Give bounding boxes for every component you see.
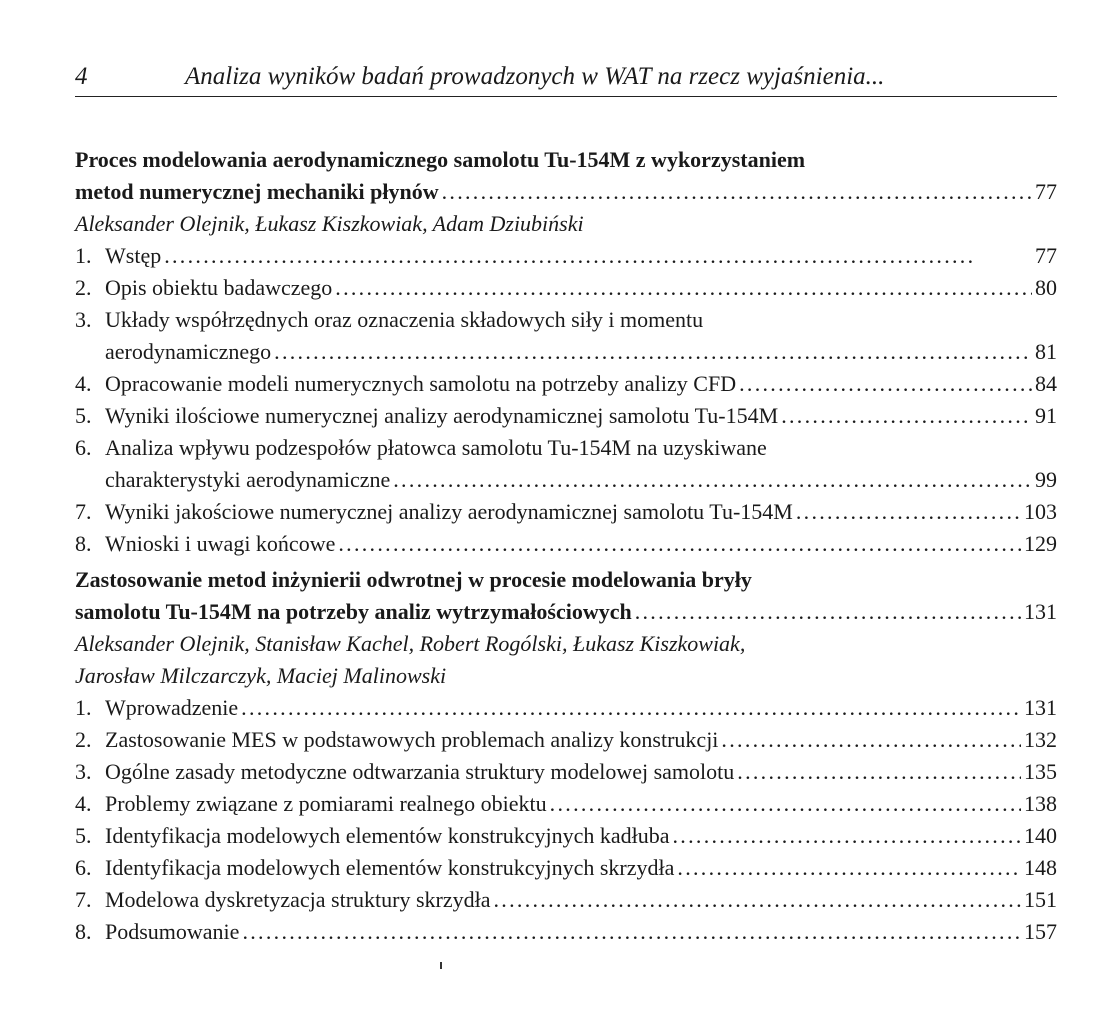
page-ref: 157: [1024, 919, 1057, 944]
page-ref: 91: [1035, 403, 1057, 428]
dot-leader: [442, 176, 1032, 208]
page-ref: 140: [1024, 823, 1057, 848]
toc-entry[interactable]: 5. Wyniki ilościowe numerycznej analizy aerodynamicznej samolotu Tu-154M . . . 91: [75, 400, 1057, 432]
toc-entry[interactable]: 1. Wstęp . . . 77: [75, 240, 1057, 272]
toc-entry[interactable]: 2. Opis obiektu badawczego . . . 80: [75, 272, 1057, 304]
page-ref: 131: [1024, 695, 1057, 720]
page-ref: 77: [1035, 179, 1057, 204]
dot-leader: [393, 464, 1032, 496]
running-header: [75, 60, 1057, 97]
toc-entry[interactable]: 6. Identyfikacja modelowych elementów konstrukcyjnych skrzydła . . . 148: [75, 852, 1057, 884]
toc-entry[interactable]: 8. Podsumowanie . . . 157: [75, 916, 1057, 948]
dot-leader: [274, 336, 1032, 368]
section-authors: Aleksander Olejnik, Łukasz Kiszkowiak, Adam Dziubiński: [75, 211, 584, 236]
page-ref: 135: [1024, 759, 1057, 784]
dot-leader: [338, 528, 1021, 560]
page-ref: 103: [1024, 499, 1057, 524]
dot-leader: [739, 368, 1032, 400]
dot-leader: [164, 240, 1032, 272]
toc-entry[interactable]: 3. Układy współrzędnych oraz oznaczenia składowych siły i momentu aerodynamicznego . . . 81: [75, 304, 1057, 368]
dot-leader: [737, 756, 1021, 788]
page-ref: 151: [1024, 887, 1057, 912]
toc-entry[interactable]: 4. Problemy związane z pomiarami realnego obiektu . . . 138: [75, 788, 1057, 820]
toc-entry[interactable]: 8. Wnioski i uwagi końcowe . . . 129: [75, 528, 1057, 560]
page-ref: 99: [1035, 467, 1057, 492]
toc-entry[interactable]: 4. Opracowanie modeli numerycznych samolotu na potrzeby analizy CFD . . . 84: [75, 368, 1057, 400]
page-ref: 84: [1035, 371, 1057, 396]
page-ref: 81: [1035, 339, 1057, 364]
page-ref: 129: [1024, 531, 1057, 556]
page-ref: 148: [1024, 855, 1057, 880]
page-ref: 132: [1024, 727, 1057, 752]
toc-entry[interactable]: 5. Identyfikacja modelowych elementów konstrukcyjnych kadłuba . . . 140: [75, 820, 1057, 852]
toc-entry[interactable]: 2. Zastosowanie MES w podstawowych problemach analizy konstrukcji . . . 132: [75, 724, 1057, 756]
page-ref: 131: [1024, 599, 1057, 624]
header-title: Analiza wyników badań prowadzonych w WAT na rzecz wyjaśnienia...: [185, 63, 885, 90]
dot-leader: [677, 852, 1021, 884]
section-title[interactable]: Proces modelowania aerodynamicznego samolotu Tu-154M z wykorzystaniem metod numerycznej mechaniki płynów . . . 77: [75, 144, 1057, 208]
dot-leader: [673, 820, 1022, 852]
scan-speck: [440, 962, 442, 969]
dot-leader: [242, 916, 1021, 948]
dot-leader: [721, 724, 1021, 756]
toc-entry[interactable]: 6. Analiza wpływu podzespołów płatowca samolotu Tu-154M na uzyskiwane charakterystyki aerodynamiczne . . . 99: [75, 432, 1057, 496]
toc-entry[interactable]: 7. Modelowa dyskretyzacja struktury skrzydła . . . 151: [75, 884, 1057, 916]
toc-entry[interactable]: 3. Ogólne zasady metodyczne odtwarzania struktury modelowej samolotu . . . 135: [75, 756, 1057, 788]
section-authors: Aleksander Olejnik, Stanisław Kachel, Robert Rogólski, Łukasz Kiszkowiak, Jarosław Milczarczyk, Maciej Malinowski: [75, 631, 746, 688]
page-ref: 77: [1035, 243, 1057, 268]
page-number: 4: [75, 63, 88, 90]
dot-leader: [241, 692, 1021, 724]
toc-entry[interactable]: 7. Wyniki jakościowe numerycznej analizy aerodynamicznej samolotu Tu-154M . . . 103: [75, 496, 1057, 528]
dot-leader: [635, 596, 1021, 628]
table-of-contents: [75, 140, 1057, 948]
toc-entry[interactable]: 1. Wprowadzenie . . . 131: [75, 692, 1057, 724]
dot-leader: [335, 272, 1032, 304]
section-title[interactable]: Zastosowanie metod inżynierii odwrotnej w procesie modelowania bryły samolotu Tu-154M na potrzeby analiz wytrzymałościowych . . . 131: [75, 564, 1057, 628]
page-ref: 80: [1035, 275, 1057, 300]
dot-leader: [550, 788, 1021, 820]
dot-leader: [796, 496, 1021, 528]
dot-leader: [494, 884, 1022, 916]
page-ref: 138: [1024, 791, 1057, 816]
dot-leader: [781, 400, 1032, 432]
